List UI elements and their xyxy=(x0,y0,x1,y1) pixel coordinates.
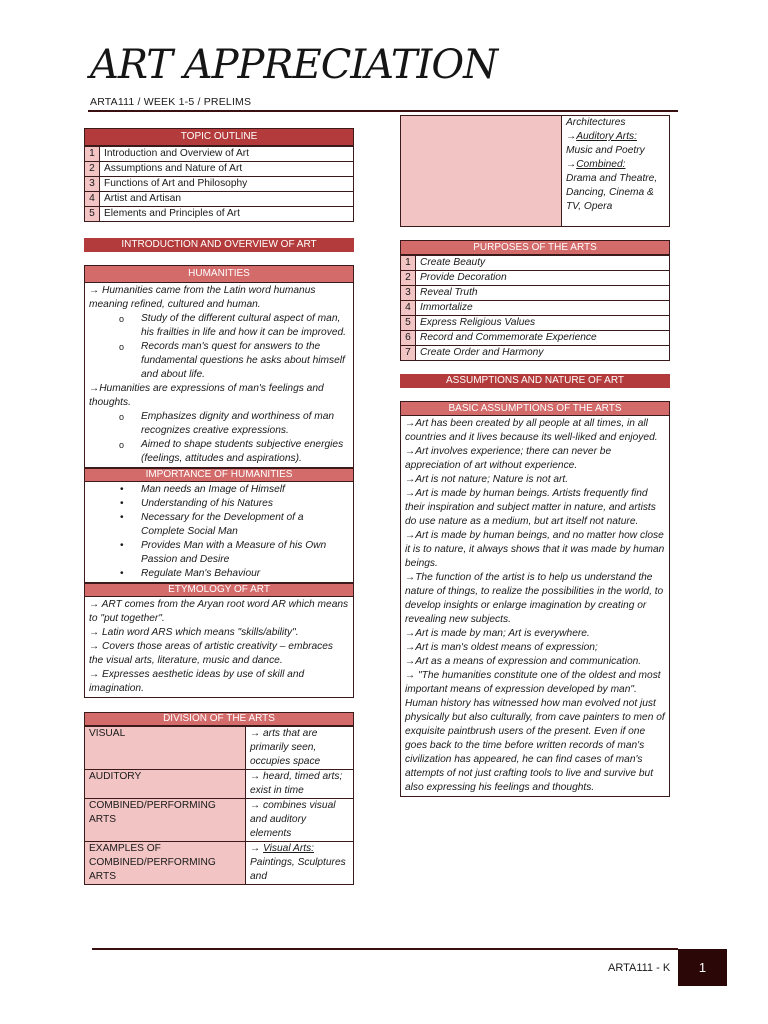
etymology-line: → Expresses aesthetic ideas by use of skill and imagination. xyxy=(89,669,305,694)
table-row xyxy=(401,331,670,346)
right-column xyxy=(400,115,670,797)
visual-arts-text: Paintings, Sculptures and xyxy=(250,857,346,882)
auditory-arts-label: Auditory Arts: xyxy=(576,131,637,142)
auditory-arts-line xyxy=(566,130,665,144)
humanities-block xyxy=(84,265,354,698)
purposes-table xyxy=(400,255,670,361)
arrow: → xyxy=(250,843,264,854)
etymology-content xyxy=(84,597,354,698)
row-number: 4 xyxy=(85,192,100,207)
list-item: • Understanding of his Natures xyxy=(89,497,349,511)
basic-assumptions-block xyxy=(400,401,670,797)
humanities-paragraph: → Humanities came from the Latin word humanus meaning refined, cultured and human. xyxy=(89,285,316,310)
basic-assumptions-title: BASIC ASSUMPTIONS OF THE ARTS xyxy=(400,401,670,416)
row-text: Create Beauty xyxy=(416,256,670,271)
row-text: Record and Commemorate Experience xyxy=(416,331,670,346)
row-text: Assumptions and Nature of Art xyxy=(100,162,354,177)
division-desc: → heard, timed arts; exist in time xyxy=(246,770,354,799)
combined-text: Drama and Theatre, Dancing, Cinema & TV, Opera xyxy=(566,173,658,212)
division-desc: → combines visual and auditory elements xyxy=(246,799,354,842)
division-name: VISUAL xyxy=(85,727,246,770)
row-number: 5 xyxy=(85,207,100,222)
purposes-block xyxy=(400,240,670,361)
row-text: Provide Decoration xyxy=(416,271,670,286)
importance-content xyxy=(84,482,354,583)
table-row xyxy=(85,799,354,842)
division-continued-empty xyxy=(401,116,562,227)
arrow: → xyxy=(566,131,577,142)
page-number: 1 xyxy=(678,949,727,986)
table-row xyxy=(401,271,670,286)
topic-outline xyxy=(84,128,354,222)
row-number: 2 xyxy=(401,271,416,286)
division-name: AUDITORY xyxy=(85,770,246,799)
assumption-line: →The function of the artist is to help us understand the nature of things, to realize the possibilities in the world, to develop insights or enlarge imagination by creating or revealing new subjects. xyxy=(405,572,664,625)
division-desc: → arts that are primarily seen, occupies space xyxy=(246,727,354,770)
assumption-line: →Art has been created by all people at all times, in all countries and it lives because its well-liked and enjoyed. xyxy=(405,418,658,443)
list-item: • Regulate Man's Behaviour xyxy=(89,567,349,581)
topic-outline-table xyxy=(84,146,354,222)
division-name: EXAMPLES OF COMBINED/PERFORMING ARTS xyxy=(85,842,246,885)
list-item: o Emphasizes dignity and worthiness of man recognizes creative expressions. xyxy=(89,410,349,438)
row-text: Functions of Art and Philosophy xyxy=(100,177,354,192)
page-title: ART APPRECIATION xyxy=(90,42,498,88)
table-row xyxy=(401,301,670,316)
architectures-text: Architectures xyxy=(566,117,626,128)
row-text: Reveal Truth xyxy=(416,286,670,301)
table-row xyxy=(85,770,354,799)
intro-section-heading: INTRODUCTION AND OVERVIEW OF ART xyxy=(84,238,354,252)
assumption-line: → "The humanities constitute one of the oldest and most important means of expression developed by man". Human history has witnessed how man evolved not just physically but also culturally, from cave painters to men of exquisite paintbrush users of the present. Even if one goes back to the time before written records of man's civilization has appeared, he can find cases of man's attempts of not just crafting tools to live and survive but also expressing his feelings and thoughts. xyxy=(405,670,665,793)
row-text: Immortalize xyxy=(416,301,670,316)
row-number: 4 xyxy=(401,301,416,316)
assumption-line: →Art is made by human beings, and no matter how close it is to nature, it always shows that it was made by human beings. xyxy=(405,530,665,569)
assumption-line: →Art is not nature; Nature is not art. xyxy=(405,474,569,485)
division-continued-table xyxy=(400,115,670,227)
humanities-content xyxy=(84,283,354,468)
row-text: Elements and Principles of Art xyxy=(100,207,354,222)
division-continued-desc xyxy=(562,116,670,227)
list-item: • Man needs an Image of Himself xyxy=(89,483,349,497)
row-number: 5 xyxy=(401,316,416,331)
table-row xyxy=(401,116,670,227)
row-number: 2 xyxy=(85,162,100,177)
page-subtitle: ARTA111 / WEEK 1-5 / PRELIMS xyxy=(90,96,252,108)
table-row xyxy=(85,192,354,207)
table-row xyxy=(85,842,354,885)
combined-line xyxy=(566,158,665,172)
assumptions-section-heading: ASSUMPTIONS AND NATURE OF ART xyxy=(400,374,670,388)
division-table xyxy=(84,726,354,885)
row-number: 6 xyxy=(401,331,416,346)
purposes-title: PURPOSES OF THE ARTS xyxy=(400,240,670,255)
division-title: DIVISION OF THE ARTS xyxy=(84,712,354,726)
row-text: Artist and Artisan xyxy=(100,192,354,207)
division-desc xyxy=(246,842,354,885)
header-divider xyxy=(88,110,678,112)
table-row xyxy=(401,316,670,331)
row-number: 1 xyxy=(85,147,100,162)
row-number: 3 xyxy=(85,177,100,192)
row-text: Express Religious Values xyxy=(416,316,670,331)
etymology-line: → ART comes from the Aryan root word AR which means to "put together". xyxy=(89,599,349,624)
list-item: o Aimed to shape students subjective energies (feelings, attitudes and aspirations). xyxy=(89,438,349,466)
list-item: • Necessary for the Development of a Complete Social Man xyxy=(89,511,349,539)
etymology-title: ETYMOLOGY OF ART xyxy=(84,583,354,597)
combined-label: Combined: xyxy=(576,159,626,170)
assumption-line: →Art is made by man; Art is everywhere. xyxy=(405,628,590,639)
row-number: 7 xyxy=(401,346,416,361)
assumption-line: →Art involves experience; there can never be appreciation of art without experience. xyxy=(405,446,612,471)
division-block xyxy=(84,712,354,885)
table-row xyxy=(85,147,354,162)
table-row xyxy=(85,727,354,770)
arrow: → xyxy=(566,159,577,170)
importance-title: IMPORTANCE OF HUMANITIES xyxy=(84,468,354,482)
humanities-paragraph: →Humanities are expressions of man's feelings and thoughts. xyxy=(89,383,324,408)
topic-outline-title: TOPIC OUTLINE xyxy=(84,128,354,146)
footer-course-code: ARTA111 - K xyxy=(608,962,671,974)
etymology-line: → Latin word ARS which means "skills/ability". xyxy=(89,627,299,638)
table-row xyxy=(401,346,670,361)
division-name: COMBINED/PERFORMING ARTS xyxy=(85,799,246,842)
table-row xyxy=(85,162,354,177)
assumption-line: →Art as a means of expression and communication. xyxy=(405,656,642,667)
list-item: o Study of the different cultural aspect of man, his frailties in life and how it can be improved. xyxy=(89,312,349,340)
humanities-title: HUMANITIES xyxy=(84,265,354,283)
table-row xyxy=(85,207,354,222)
table-row xyxy=(401,286,670,301)
auditory-arts-text: Music and Poetry xyxy=(566,145,645,156)
list-item: o Records man's quest for answers to the fundamental questions he asks about himself and about life. xyxy=(89,340,349,382)
row-number: 3 xyxy=(401,286,416,301)
table-row xyxy=(401,256,670,271)
assumption-line: →Art is man's oldest means of expression; xyxy=(405,642,598,653)
row-text: Introduction and Overview of Art xyxy=(100,147,354,162)
list-item: • Provides Man with a Measure of his Own Passion and Desire xyxy=(89,539,349,567)
footer-divider xyxy=(92,948,678,950)
assumption-line: →Art is made by human beings. Artists frequently find their inspiration and subject matter in nature, and artists do use nature as a medium, but art itself not nature. xyxy=(405,488,656,527)
table-row xyxy=(85,177,354,192)
visual-arts-label: Visual Arts: xyxy=(263,843,314,854)
left-column xyxy=(84,128,354,885)
etymology-line: → Covers those areas of artistic creativity – embraces the visual arts, literature, music and dance. xyxy=(89,641,334,666)
row-number: 1 xyxy=(401,256,416,271)
basic-assumptions-content xyxy=(400,416,670,797)
row-text: Create Order and Harmony xyxy=(416,346,670,361)
